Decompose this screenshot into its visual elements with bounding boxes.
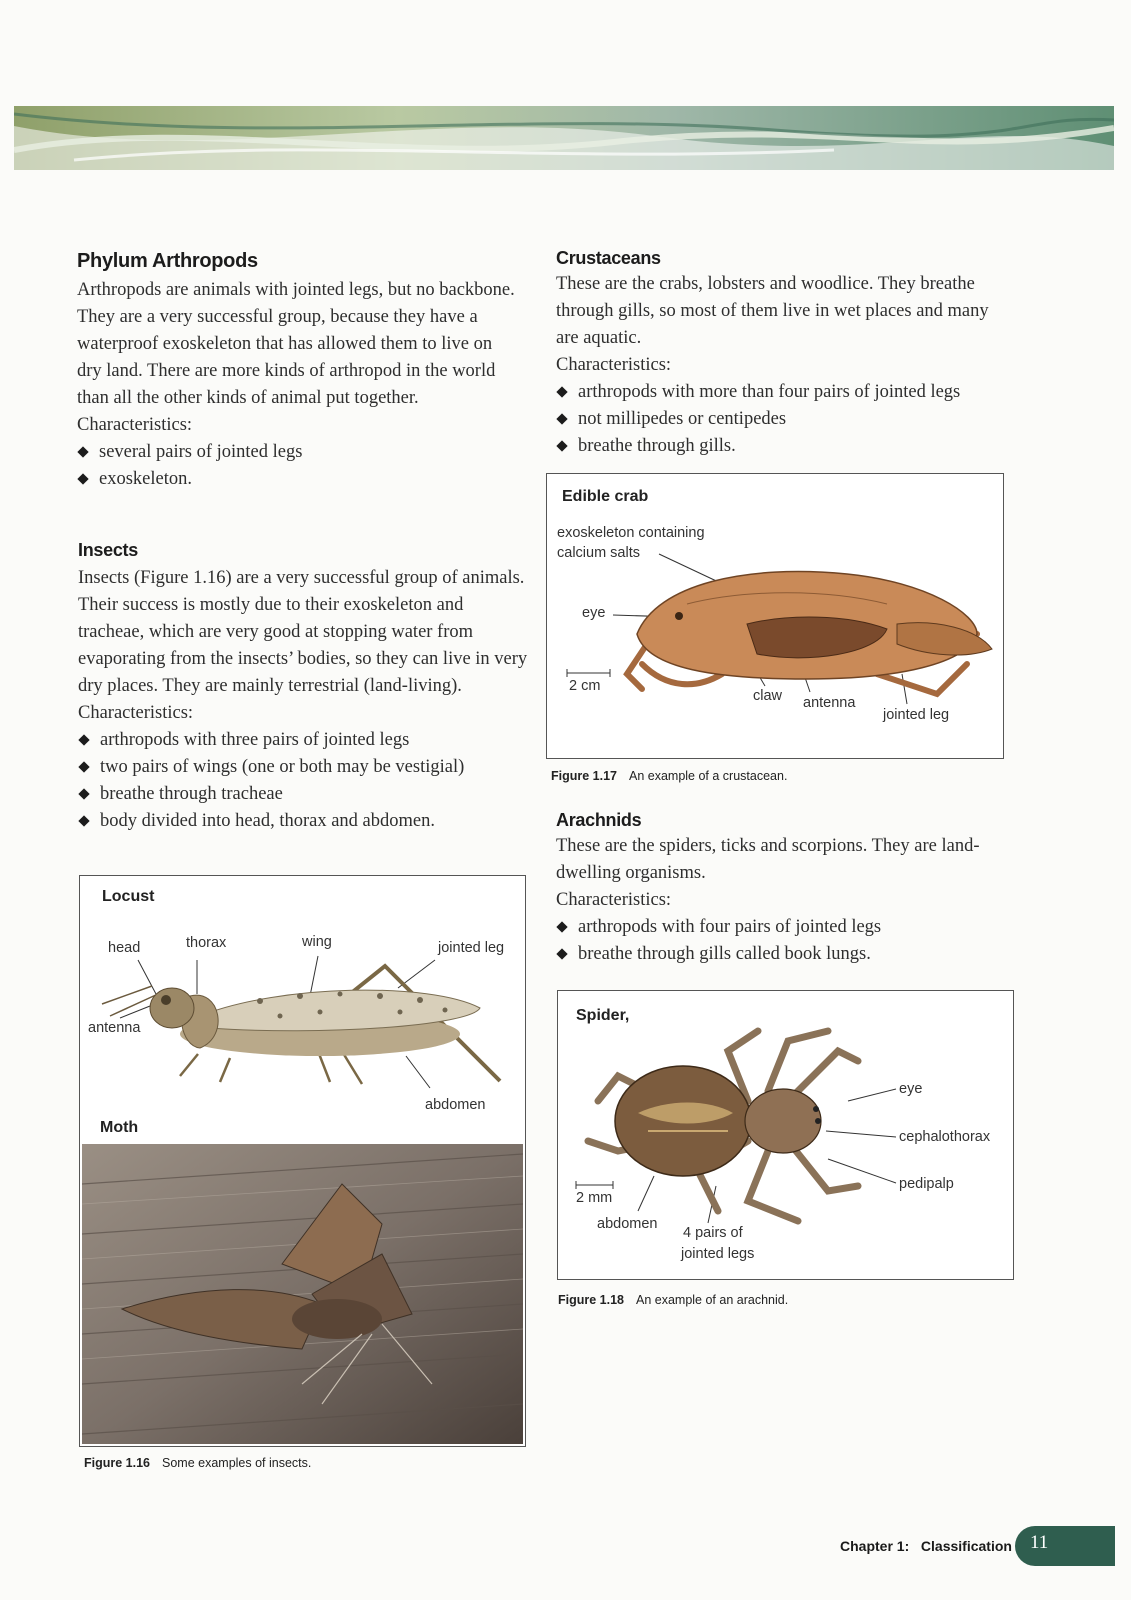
locust-label-abdomen: abdomen: [425, 1097, 486, 1113]
spider-label-legs-1: 4 pairs of: [683, 1225, 743, 1241]
moth-photo: [82, 1144, 523, 1444]
moth-title: Moth: [100, 1119, 139, 1136]
crustaceans-paragraph: These are the crabs, lobsters and woodlice. They breathe through gills, so most of them live in wet places and many are aquatic.: [556, 274, 989, 348]
arachnids-bullets: [556, 914, 1006, 968]
list-item: exoskeleton.: [77, 466, 517, 493]
figure-16-number: Figure 1.16: [84, 1456, 150, 1470]
crab-label-scale: 2 cm: [569, 678, 601, 694]
crustaceans-bullets: [556, 379, 1006, 460]
figure-insects: [79, 875, 526, 1447]
spider-label-abdomen: abdomen: [597, 1216, 658, 1232]
list-item: breathe through gills.: [556, 433, 1006, 460]
figure-16-caption: [84, 1456, 311, 1470]
list-item: arthropods with more than four pairs of jointed legs: [556, 379, 1006, 406]
bullet-icon: [556, 921, 567, 932]
insects-section: [78, 540, 528, 835]
bullet-icon: [78, 761, 89, 772]
bullet-icon: [556, 948, 567, 959]
list-item: arthropods with four pairs of jointed legs: [556, 914, 1006, 941]
footer-chapter-label: Chapter 1:: [840, 1538, 910, 1554]
list-item: arthropods with three pairs of jointed legs: [78, 727, 528, 754]
insects-heading: Insects: [78, 540, 138, 560]
bullet-icon: [556, 386, 567, 397]
figure-17-number: Figure 1.17: [551, 769, 617, 783]
crab-label-jointed-leg: jointed leg: [883, 707, 950, 723]
locust-label-thorax: thorax: [186, 935, 227, 951]
figure-18-caption: [558, 1293, 788, 1307]
locust-label-antenna: antenna: [88, 1020, 141, 1036]
arachnids-char-label: Characteristics:: [556, 890, 672, 910]
figure-18-number: Figure 1.18: [558, 1293, 624, 1307]
arthropods-section: [77, 250, 517, 493]
list-item: breathe through tracheae: [78, 781, 528, 808]
bullet-icon: [78, 734, 89, 745]
header-banner: [14, 106, 1114, 170]
bullet-icon: [78, 788, 89, 799]
locust-label-head: head: [108, 940, 141, 956]
crab-label-antenna: antenna: [803, 695, 856, 711]
figure-spider: [557, 990, 1014, 1280]
crab-title: Edible crab: [562, 488, 649, 505]
arthropods-bullets: [77, 439, 517, 493]
spider-label-legs-2: jointed legs: [681, 1246, 755, 1262]
list-item: several pairs of jointed legs: [77, 439, 517, 466]
bullet-icon: [556, 413, 567, 424]
insects-bullets: [78, 727, 528, 835]
locust-label-wing: wing: [302, 934, 332, 950]
list-item: body divided into head, thorax and abdomen.: [78, 808, 528, 835]
list-item: not millipedes or centipedes: [556, 406, 1006, 433]
arthropods-paragraph: Arthropods are animals with jointed legs, but no backbone. They are a very successful group, because they have a waterproof exoskeleton that has allowed them to live on dry land. There are more kinds of arthropod in the world than all the other kinds of animal put together.: [77, 280, 515, 408]
bullet-icon: [77, 446, 88, 457]
crab-label-eye: eye: [582, 605, 606, 621]
locust-label-jointed-leg: jointed leg: [438, 940, 505, 956]
crab-label-exoskeleton-2: calcium salts: [557, 545, 640, 561]
figure-16-text: Some examples of insects.: [162, 1456, 312, 1470]
arachnids-section: [556, 810, 1006, 968]
spider-illustration: [558, 991, 1013, 1279]
locust-title: Locust: [102, 888, 155, 905]
bullet-icon: [78, 815, 89, 826]
bullet-icon: [556, 440, 567, 451]
spider-title: Spider,: [576, 1007, 630, 1024]
list-item: breathe through gills called book lungs.: [556, 941, 1006, 968]
footer-chapter: [840, 1538, 1012, 1554]
crustaceans-heading: Crustaceans: [556, 248, 661, 268]
arthropods-heading: Phylum Arthropods: [77, 250, 258, 272]
insects-char-label: Characteristics:: [78, 703, 194, 723]
crustaceans-section: [556, 248, 1006, 460]
figure-18-text: An example of an arachnid.: [636, 1293, 789, 1307]
spider-label-pedipalp: pedipalp: [899, 1176, 954, 1192]
page-number: 11: [1030, 1532, 1049, 1553]
figure-crab: [546, 473, 1004, 759]
insects-paragraph: Insects (Figure 1.16) are a very successful group of animals. Their success is mostly due to their exoskeleton and tracheae, which are very good at stopping water from evaporating from the insects’ bodies, so they can live in very dry places. They are mainly terrestrial (land-living).: [78, 568, 528, 696]
arachnids-heading: Arachnids: [556, 810, 642, 830]
arachnids-paragraph: These are the spiders, ticks and scorpions. They are land-dwelling organisms.: [556, 836, 980, 883]
spider-label-cephalothorax: cephalothorax: [899, 1129, 991, 1145]
figure-17-caption: [551, 769, 787, 783]
crab-illustration: [547, 474, 1003, 758]
spider-label-eye: eye: [899, 1081, 923, 1097]
footer-chapter-title: Classification: [920, 1538, 1012, 1554]
crustaceans-char-label: Characteristics:: [556, 355, 672, 375]
list-item: two pairs of wings (one or both may be vestigial): [78, 754, 528, 781]
bullet-icon: [77, 473, 88, 484]
arthropods-char-label: Characteristics:: [77, 415, 193, 435]
crab-label-exoskeleton-1: exoskeleton containing: [557, 525, 705, 541]
crab-label-claw: claw: [753, 688, 783, 704]
spider-label-scale: 2 mm: [576, 1190, 613, 1206]
locust-illustration: [80, 876, 525, 1126]
figure-17-text: An example of a crustacean.: [629, 769, 788, 783]
